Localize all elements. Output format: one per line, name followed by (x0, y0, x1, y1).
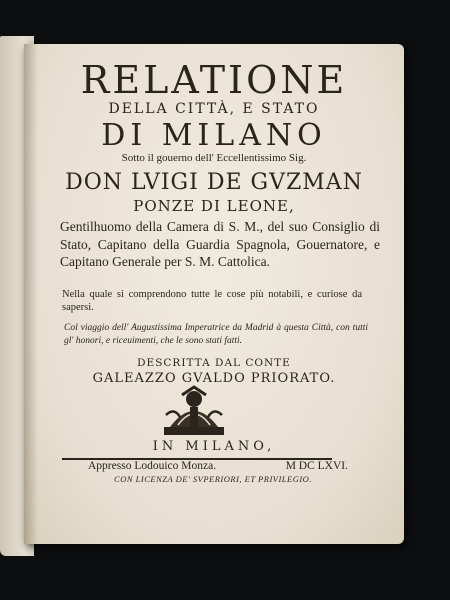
author-name: GALEAZZO GVALDO PRIORATO. (92, 371, 336, 386)
title-della-citta: DELLA CITTÀ, E STATO (108, 101, 320, 117)
name-ponze-di-leone: PONZE DI LEONE, (133, 197, 295, 215)
titles-paragraph: Gentilhuomo della Camera di S. M., del suo Consiglio di Stato, Capitano della Guardia Spagnola, Gouernatore, e Capitano Generale per S. M. Cattolica. (60, 219, 380, 269)
publication-year: M DC LXVI. (285, 460, 348, 472)
contents-paragraph: Nella quale si comprendono tutte le cose più notabili, e curiose da sapersi. (62, 289, 362, 313)
journey-paragraph: Col viaggio dell' Augustissima Imperatrice da Madrid à questa Città, con tutti gl' honori, e riceuimenti, che le sono stati fatti. (64, 323, 368, 346)
subtitle-governo: Sotto il gouerno dell' Eccellentissimo Sig. (121, 152, 307, 164)
described-by: DESCRITTA DAL CONTE (137, 357, 291, 369)
license-line: CON LICENZA DE' SVPERIORI, ET PRIVILEGIO. (114, 474, 312, 484)
imprint-place: IN MILANO, (152, 439, 276, 454)
title-relatione: RELATIONE (80, 58, 348, 102)
imprint-line (88, 460, 348, 472)
printer-name: Appresso Lodouico Monza. (88, 460, 217, 472)
name-don-luigi: DON LVIGI DE GVZMAN (65, 170, 363, 195)
printer-device-woodcut-icon (160, 385, 228, 439)
title-di-milano: DI MILANO (101, 118, 327, 153)
